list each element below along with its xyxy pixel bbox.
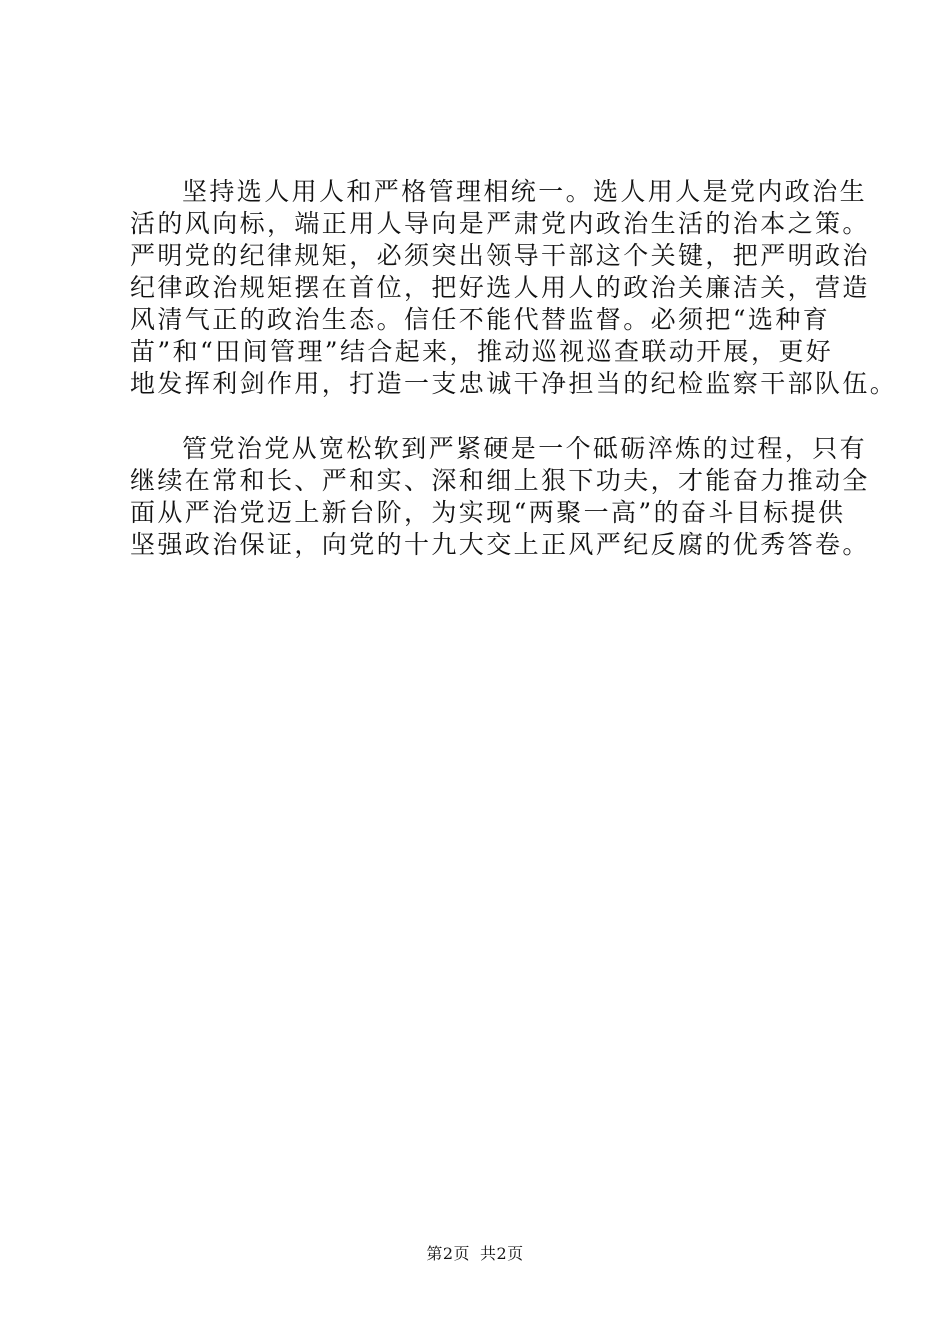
page-number-current: 第2页 [426, 1244, 470, 1263]
paragraph-1 [130, 176, 898, 400]
page-footer [0, 1242, 950, 1266]
paragraph-line: 面从严治党迈上新台阶，为实现“两聚一高”的奋斗目标提供 [130, 498, 846, 527]
paragraph-spacer [130, 400, 850, 433]
document-body [130, 176, 898, 561]
paragraph-line: 地发挥利剑作用，打造一支忠诚干净担当的纪检监察干部队伍。 [130, 369, 898, 398]
page-number-total: 共2页 [480, 1244, 524, 1263]
paragraph-line: 管党治党从宽松软到严紧硬是一个砥砺淬炼的过程，只有 [182, 434, 868, 463]
paragraph-line: 活的风向标，端正用人导向是严肃党内政治生活的治本之策。 [130, 209, 870, 238]
paragraph-line: 继续在常和长、严和实、深和细上狠下功夫，才能奋力推动全 [130, 466, 870, 495]
paragraph-line: 严明党的纪律规矩，必须突出领导干部这个关键，把严明政治 [130, 241, 870, 270]
paragraph-line: 纪律政治规矩摆在首位，把好选人用人的政治关廉洁关，营造 [130, 273, 870, 302]
paragraph-line: 坚强政治保证，向党的十九大交上正风严纪反腐的优秀答卷。 [130, 530, 870, 559]
paragraph-line: 坚持选人用人和严格管理相统一。选人用人是党内政治生 [182, 177, 868, 206]
paragraph-line: 苗”和“田间管理”结合起来，推动巡视巡查联动开展，更好 [130, 337, 834, 366]
paragraph-2 [130, 433, 870, 561]
paragraph-line: 风清气正的政治生态。信任不能代替监督。必须把“选种育 [130, 305, 831, 334]
